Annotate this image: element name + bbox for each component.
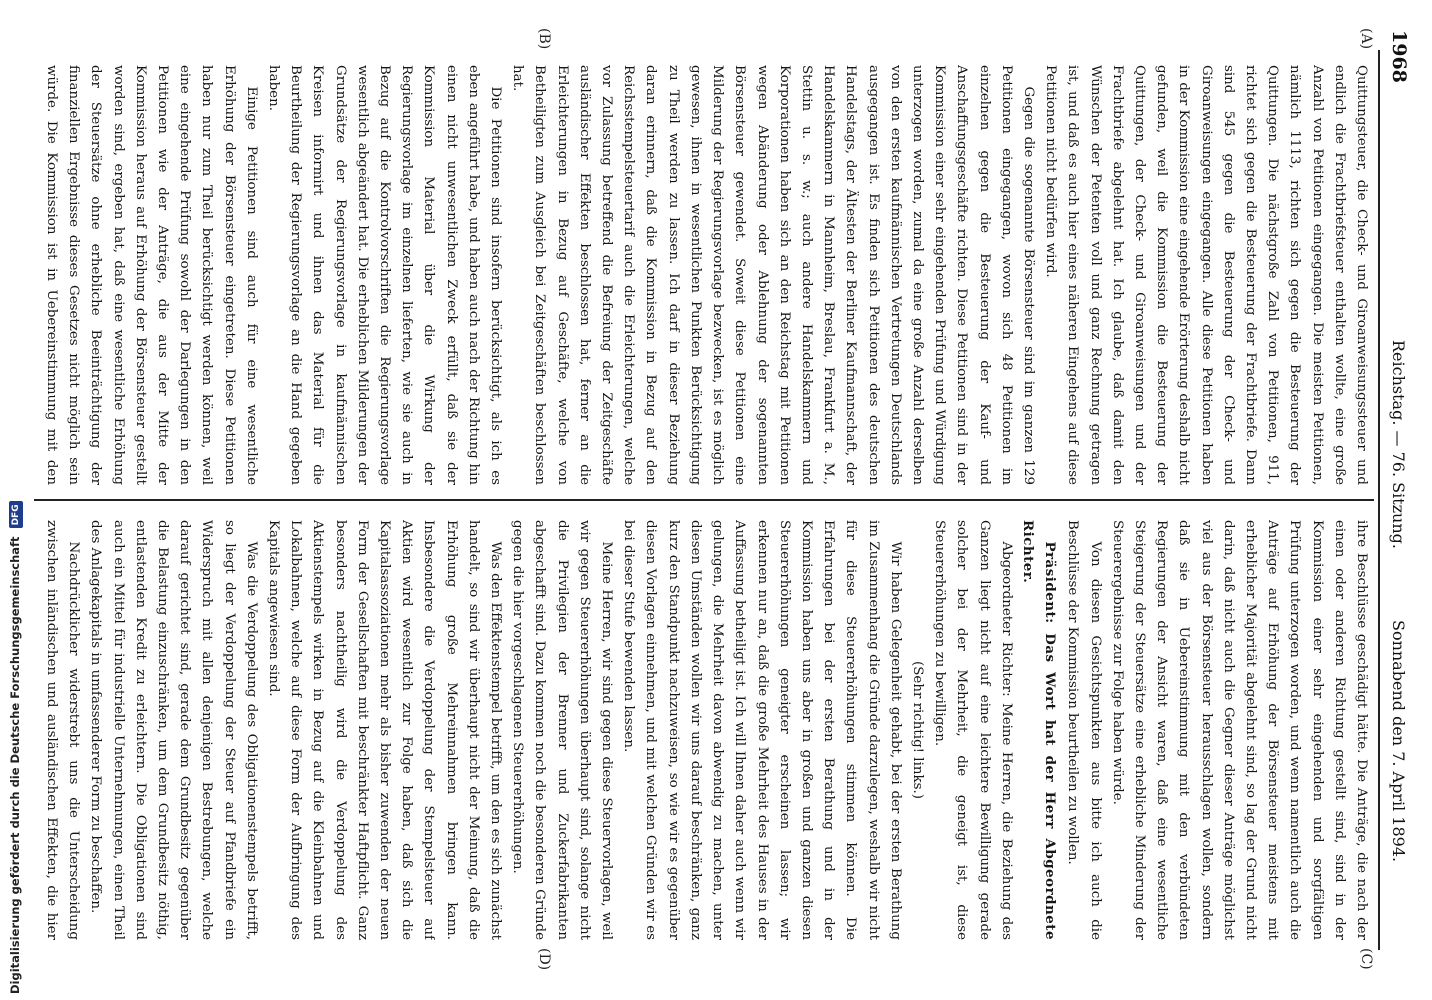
margin-marker-c: (C) <box>1358 948 1374 970</box>
digitization-credit-text: Digitalisierung gefördert durch die Deutsche Forschungsgemeinschaft <box>8 536 22 994</box>
paragraph: ihre Beschlüsse geschädigt hätte. Die Anträge, die nach der einen oder anderen Richtung gestellt sind, sind in der Kommission einer sehr eingehenden und sorgfältigen Prüfung unterzogen worden, und wenn namentlich auch die Anträge auf Erhöhung der Börsensteuer meistens mit erheblicher Majorität abgelehnt sind, so lag der Grund nicht darin, daß nicht auch die Gegner dieser Anträge möglichst viel aus der Börsensteuer herausschlagen wollen, sondern daß sie in Uebereinstimmung mit den verbündeten Regierungen der Ansicht waren, daß eine wesentliche Steigerung der Steuersätze eine erhebliche Minderung der Steuerergebnisse zur Folge haben würde. <box>1109 520 1369 940</box>
paragraph: Abgeordneter Richter: Meine Herren, die Beziehung des Ganzen liegt nicht auf eine leichtere Bewilligung gerade solcher bei der Mehrheit, die geneigt ist, diese Steuererhöhungen zu bewilligen. <box>932 520 1014 940</box>
paragraph: Einige Petitionen sind auch für eine wesentliche Erhöhung der Börsensteuer eingetreten. Diese Petitionen haben nur zum Theil berücksichtigt werden können, weil eine eingehende Prüfung sowohl der Darlegungen in den Petitionen wie der Anträge, die aus der Mitte der Kommission heraus auf Erhöhung der Börsensteuer gestellt worden sind, ergeben hat, daß eine wesentliche Erhöhung der Steuersätze ohne erhebliche Beeinträchtigung der finanziellen Ergebnisse dieses Gesetzes nicht möglich sein würde. Die Kommission ist in Uebereinstimmung mit den <box>44 65 259 485</box>
interjection: (Sehr richtig! links.) <box>909 661 925 799</box>
speaker-paragraph: Präsident: Das Wort hat der Herr Abgeordnete Richter. <box>1019 520 1059 940</box>
margin-marker-b: (B) <box>536 28 552 50</box>
paragraph: Die Petitionen sind insofern berücksichtigt, als ich es eben angeführt habe, und haben auch nach der Richtung hin einen nicht unwesentlichen Zweck erfüllt, daß sie der Kommission Material über die Wirkung der Regierungsvorlage im einzelnen lieferten, wie sie auch in Bezug auf die Kontrolvorschriften die Regierungsvorlage wesentlich abgeändert hat. Die erheblichen Milderungen der Grundsätze der Regierungsvorlage in kaufmännischen Kreisen informirt und ihnen das Material für die Beurtheilung der Regierungsvorlage an die Hand gegeben haben. <box>266 65 504 485</box>
paragraph: Was den Effektenstempel betrifft, um den es sich zunächst handelt, so sind wir überhaupt nicht der Meinung, daß die Erhöhung große Mehreinnahmen bringen kann. Insbesondere die Verdoppelung der Stempelsteuer auf Aktien wird wesentlich zur Folge haben, daß sich die Kapitalsassoziationen mehr als bisher zuwenden der neuen Form der Gesellschaften mit beschränkter Haftpflicht. Ganz besonders nachtheilig wird die Verdoppelung des Aktienstempels wirken in Bezug auf die Kleinbahnen und Lokalbahnen, welche auf diese Form der Aufbringung des Kapitals angewiesen sind. <box>266 520 504 940</box>
header-title: Reichstag. — 76. Sitzung. <box>1389 340 1408 549</box>
left-column <box>42 65 1372 485</box>
page-number: 1968 <box>1388 30 1410 83</box>
paragraph: Meine Herren, wir sind gegen diese Steuervorlagen, weil wir gegen Steuererhöhungen überhaupt sind, solange nicht die Privilegien der Brenner und Zuckerfabrikanten abgeschafft sind. Dazu kommen noch die besonderen Gründe gegen die hier vorgeschlagenen Steuererhöhungen. <box>510 520 615 940</box>
paragraph: Nachdrücklicher widerstrebt uns die Unterscheidung zwischen inländischen und ausländischen Effekten, die hier <box>44 520 82 940</box>
paragraph: Wir haben Gelegenheit gehabt, bei der ersten Berathung im Zusammenhang die Gründe darzulegen, weshalb wir nicht für diese Steuererhöhungen stimmen können. Die Erfahrungen bei der ersten Berathung und in der Kommission haben uns aber in großen und ganzen diesen Steuererhöhungen geneigter erscheinen lassen; wir erkennen nur an, daß die große Mehrheit des Hauses in der Auffassung betheiligt ist. Ich will Ihnen daher auch wenn wir gelungen, die Mehrheit davon abwendig zu machen, unter diesen Umständen wollen wir uns darauf beschränken, ganz kurz den Standpunkt nachzuweisen, so wie wir es gegenüber diesen Vorlagen einnehmen, und mit welchen Gründen wir es bei dieser Stufe bewenden lassen. <box>621 520 903 940</box>
running-header <box>1372 0 1432 1000</box>
paragraph: Quittungsteuer, die Check- und Giroanweisungssteuer und endlich die Frachtbriefsteuer enthalten wollte, eine große Anzahl von Petitionen eingegangen. Die meisten Petitionen, nämlich 1113, richten sich gegen die Besteuerung der Quittungen. Die nächstgroße Zahl von Petitionen, 911, richtet sich gegen die Besteuerung der Frachtbriefe. Dann sind 545 gegen die Besteuerung der Check- und Giroanweisungen eingegangen. Alle diese Petitionen haben in der Kommission eine eingehende Erörterung deshalb nicht gefunden, weil die Kommission die Besteuerung der Quittungen, der Check- und Giroanweisungen und der Frachtbriefe abgelehnt hat. Ich glaube, daß damit den Wünschen der Petenten voll und ganz Rechnung getragen ist, und daß es auch hier eines näheren Eingehens auf diese Petitionen nicht bedürfen wird. <box>1043 65 1369 485</box>
right-column <box>42 520 1372 940</box>
header-rule <box>1378 50 1380 950</box>
paragraph: Von diesen Gesichtspunkten aus bitte ich auch die Beschlüsse der Kommission beurtheilen zu wollen. <box>1065 520 1103 940</box>
margin-marker-d: (D) <box>536 948 552 971</box>
dfg-logo: DFG <box>9 501 23 528</box>
column-divider <box>34 499 1374 501</box>
margin-marker-a: (A) <box>1358 28 1374 50</box>
paragraph: Gegen die sogenannte Börsensteuer sind im ganzen 129 Petitionen eingegangen, wovon sich 48 Petitionen im einzelnen gegen die Besteuerung der Kauf- und Anschaffungsgeschäfte richten. Diese Petitionen sind in der Kommission einer sehr eingehenden Prüfung und Würdigung unterzogen worden, zumal da eine große Anzahl derselben von den ersten kaufmännischen Vertretungen Deutschlands ausgegangen ist. Es finden sich Petitionen des deutschen Handelstags, der Ältesten der Berliner Kaufmannschaft, der Handelskammern in Mannheim, Breslau, Frankfurt a. M., Stettin u. s. w.; auch andere Handelskammern und Korporationen haben sich an den Reichstag mit Petitionen wegen Abänderung oder Ablehnung der sogenannten Börsensteuer gewendet. Soweit diese Petitionen eine Milderung der Regierungsvorlage bezwecken, ist es möglich gewesen, ihnen in wesentlichen Punkten Berücksichtigung zu Theil werden zu lassen. Ich darf in dieser Beziehung daran erinnern, daß die Kommission in Bezug auf den Reichsstempelsteuertarif auch die Erleichterungen, welche vor Zulassung betreffend die Befreiung der Zeitgeschäfte ausländischer Effekten beschlossen hat, ferner an die Erleichterungen in Bezug auf Geschäfte, welche von Betheiligten zum Ausgleich bei Zeitgeschäften beschlossen hat. <box>510 65 1036 485</box>
paragraph: Was die Verdoppelung des Obligationenstempels betrifft, so liegt der Verdoppelung der Steuer auf Pfandbriefe ein Widerspruch mit allen denjenigen Bestrebungen, welche darauf gerichtet sind, gerade dem Grundbesitz gegenüber die Belastung einzuschränken, um dem Grundbesitz nöthig, entlastenden Kredit zu erleichtern. Die Obligationen sind auch ein Mittel für industrielle Unternehmungen, einen Theil des Anlagekapitals in umfassenderer Form zu beschaffen. <box>88 520 259 940</box>
header-date: Sonnabend den 7. April 1894. <box>1389 620 1408 863</box>
